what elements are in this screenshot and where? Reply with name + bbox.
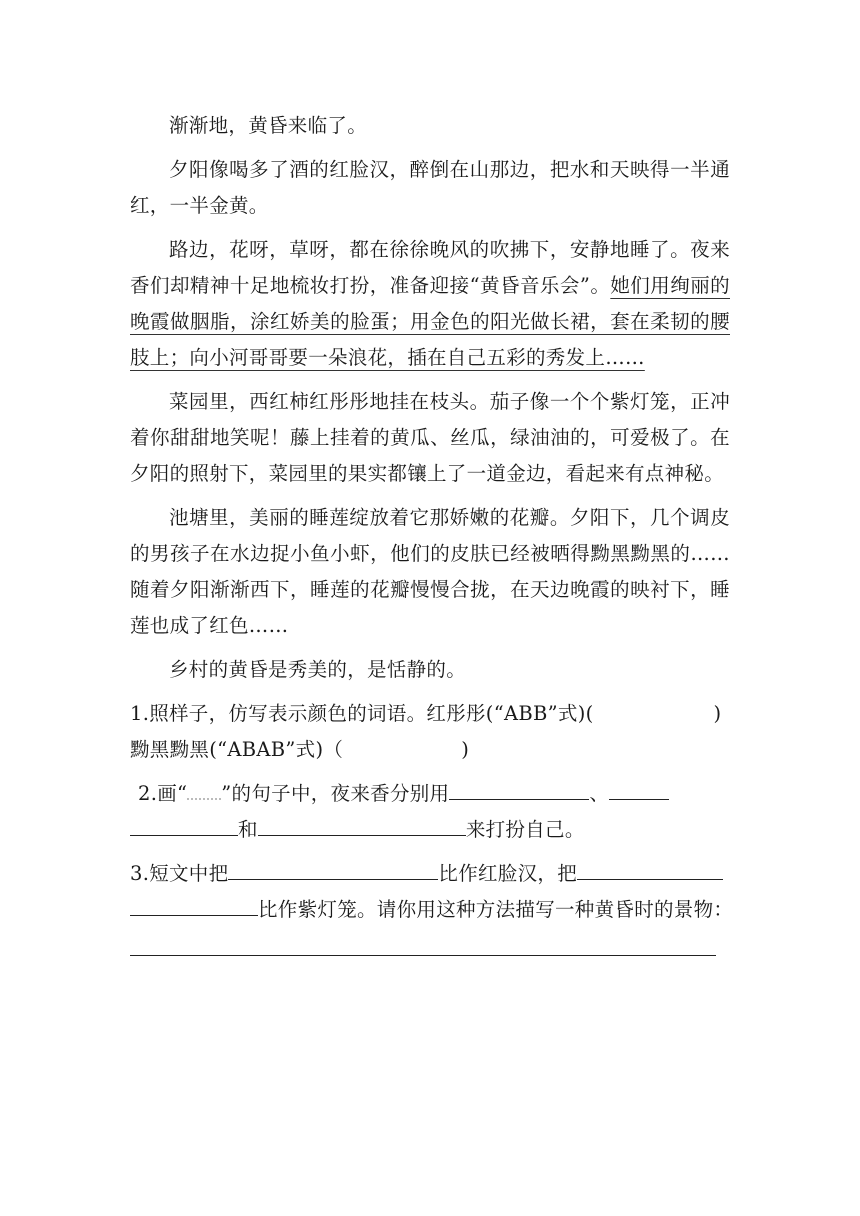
question-3 (130, 856, 734, 956)
question-2-prompt-end: 来打扮自己。 (465, 818, 585, 841)
marked-sentence: 她们用绚丽的晚霞做胭脂，涂红娇美的脸蛋；用金色的阳光做长裙，套在柔韧的腰肢上；向小河哥哥要一朵浪花，插在自己五彩的秀发上…… (130, 274, 730, 369)
passage-paragraph-1: 渐渐地，黄昏来临了。 (169, 114, 368, 137)
question-3-answer-line[interactable] (130, 954, 716, 956)
question-2-and: 和 (238, 818, 258, 841)
question-3-prompt-start: 3.短文中把 (130, 862, 229, 885)
passage-paragraph-3 (130, 232, 730, 376)
question-1-prompt: 1.照样子，仿写表示颜色的词语。红彤彤(“ABB”式)( (130, 702, 594, 725)
question-3-blank-1[interactable] (228, 857, 438, 880)
question-3-prompt-end: 比作紫灯笼。请你用这种方法描写一种黄昏时的景物： (258, 898, 734, 921)
passage-paragraph-5: 池塘里，美丽的睡莲绽放着它那娇嫩的花瓣。夕阳下，几个调皮的男孩子在水边捉小鱼小虾，他们的皮肤已经被晒得黝黑黝黑的……随着夕阳渐渐西下，睡莲的花瓣慢慢合拢，在天边晚霞的映衬下，睡莲也成了红色…… (130, 506, 730, 637)
question-2-prompt-start: 2.画“ (138, 782, 188, 805)
question-2-prompt-middle: ”的句子中，夜来香分别用 (221, 782, 450, 805)
passage-paragraph-6: 乡村的黄昏是秀美的，是恬静的。 (169, 658, 467, 681)
question-1 (130, 696, 730, 768)
question-1-close-paren: ) (713, 702, 722, 725)
passage-paragraph-4: 菜园里，西红柿红彤彤地挂在枝头。茄子像一个个紫灯笼，正冲着你甜甜地笑呢！藤上挂着的黄瓜、丝瓜，绿油油的，可爱极了。在夕阳的照射下，菜园里的果实都镶上了一道金边，看起来有点神秘。 (130, 390, 730, 485)
question-2-blank-3[interactable] (130, 813, 238, 836)
question-2-line-2 (130, 812, 730, 848)
question-2-blank-4[interactable] (258, 813, 466, 836)
question-2-separator: 、 (589, 782, 610, 805)
passage-paragraph-2: 夕阳像喝多了酒的红脸汉，醉倒在山那边，把水和天映得一半通红，一半金黄。 (130, 158, 730, 217)
question-3-line-1 (130, 856, 730, 892)
wavy-line-sample (187, 788, 221, 800)
question-1-line-2 (130, 732, 730, 768)
question-3-line-2 (130, 892, 734, 928)
question-2 (130, 776, 730, 848)
question-1-example: 黝黑黝黑(“ABAB”式)（ (130, 738, 344, 761)
worksheet-page (130, 108, 734, 964)
question-2-blank-1[interactable] (449, 777, 589, 800)
question-1-line-1 (130, 696, 730, 732)
question-3-prompt-middle: 比作红脸汉，把 (438, 862, 578, 885)
paragraph-3-plain-text: 路边，花呀，草呀，都在徐徐晚风的吹拂下，安静地睡了。夜来香们却精神十足地梳妆打扮，准备迎接“黄昏音乐会”。 (130, 238, 730, 297)
question-3-blank-2[interactable] (577, 857, 723, 880)
question-2-line-1 (130, 776, 730, 812)
question-3-blank-3[interactable] (130, 893, 258, 916)
question-1-close-paren-2: ) (461, 738, 470, 761)
question-2-blank-2[interactable] (609, 777, 669, 800)
